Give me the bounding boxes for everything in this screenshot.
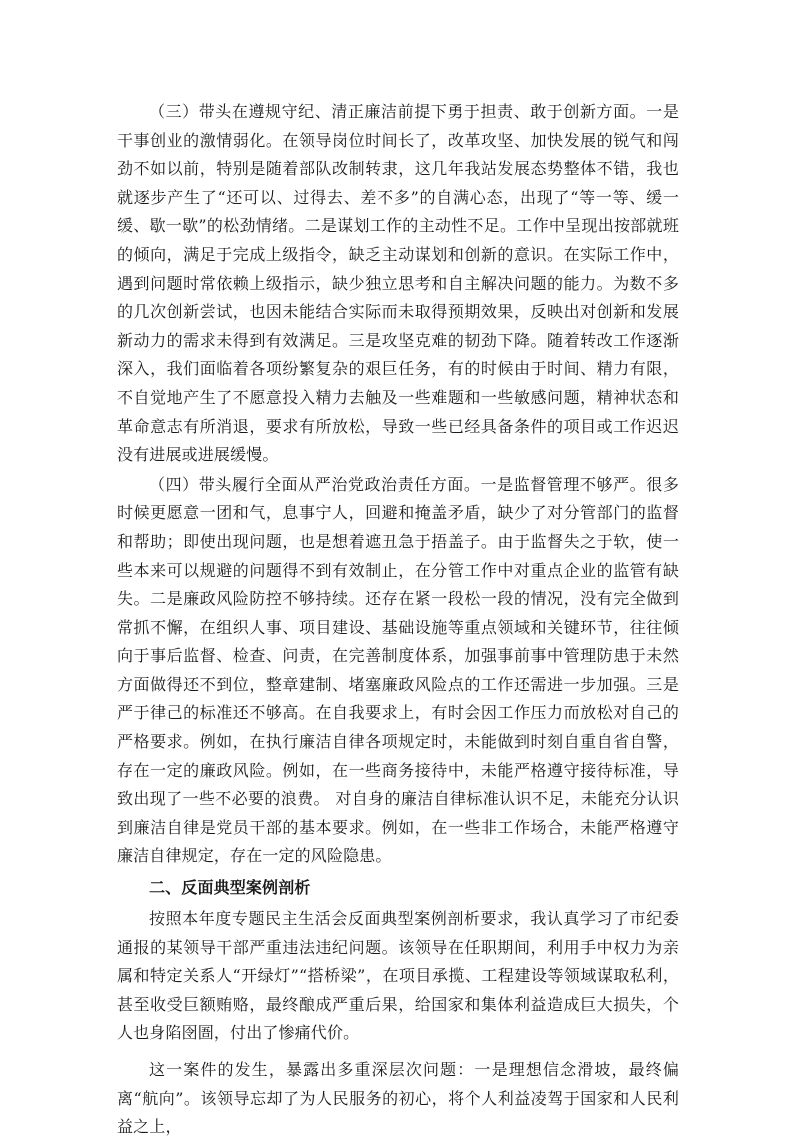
- paragraph-section-three: （三）带头在遵规守纪、清正廉洁前提下勇于担责、敢于创新方面。一是干事创业的激情弱化。在领导岗位时间长了，改革攻坚、加快发展的锐气和闯劲不如以前，特别是随着部队改制转隶，这几年我站发展态势整体不错，我也就逐步产生了“还可以、过得去、差不多”的自满心态，出现了“等一等、缓一缓、歇一歇”的松劲情绪。二是谋划工作的主动性不足。工作中呈现出按部就班的倾向，满足于完成上级指令，缺乏主动谋划和创新的意识。在实际工作中，遇到问题时常依赖上级指示，缺少独立思考和自主解决问题的能力。为数不多的几次创新尝试，也因未能结合实际而未取得预期效果，反映出对创新和发展新动力的需求未得到有效满足。三是攻坚克难的韧劲下降。随着转改工作逐渐深入，我们面临着各项纷繁复杂的艰巨任务，有的时候由于时间、精力有限，不自觉地产生了不愿意投入精力去触及一些难题和一些敏感问题，精神状态和革命意志有所消退，要求有所放松，导致一些已经具备条件的项目或工作迟迟没有进展或进展缓慢。: [117, 102, 679, 465]
- document-body: [117, 98, 679, 1142]
- paragraph-exposed-problems: 这一案件的发生，暴露出多重深层次问题：一是理想信念滑坡，最终偏离“航向”。该领导忘却了为人民服务的初心，将个人利益凌驾于国家和人民利益之上，: [117, 1060, 679, 1137]
- section-heading-case-analysis: 二、反面典型案例剖析: [149, 878, 311, 898]
- paragraph-section-four: （四）带头履行全面从严治党政治责任方面。一是监督管理不够严。很多时候更愿意一团和气，息事宁人，回避和掩盖矛盾，缺少了对分管部门的监督和帮助；即使出现问题，也是想着遮丑急于捂盖子。由于监督失之于软，使一些本来可以规避的问题得不到有效制止，在分管工作中对重点企业的监管有缺失。二是廉政风险防控不够持续。还存在紧一段松一段的情况，没有完全做到常抓不懈，在组织人事、项目建设、基础设施等重点领域和关键环节，往往倾向于事后监督、检查、问责，在完善制度体系，加强事前事中管理防患于未然方面做得还不到位，整章建制、堵塞廉政风险点的工作还需进一步加强。三是严于律己的标准还不够高。在自我要求上，有时会因工作压力而放松对自己的严格要求。例如，在执行廉洁自律各项规定时，未能做到时刻自重自省自警，存在一定的廉政风险。例如，在一些商务接待中，未能严格遵守接待标准，导致出现了一些不必要的浪费。 对自身的廉洁自律标准认识不足，未能充分认识到廉洁自律是党员干部的基本要求。例如，在一些非工作场合，未能严格遵守廉洁自律规定，存在一定的风险隐患。: [117, 474, 679, 866]
- paragraph-case-study: 按照本年度专题民主生活会反面典型案例剖析要求，我认真学习了市纪委通报的某领导干部严重违法违纪问题。该领导在任职期间，利用手中权力为亲属和特定关系人“开绿灯”“搭桥梁”，在项目承揽、工程建设等领域谋取私利，甚至收受巨额贿赂，最终酿成严重后果，给国家和集体利益造成巨大损失，个人也身陷囹圄，付出了惨痛代价。: [117, 909, 679, 1043]
